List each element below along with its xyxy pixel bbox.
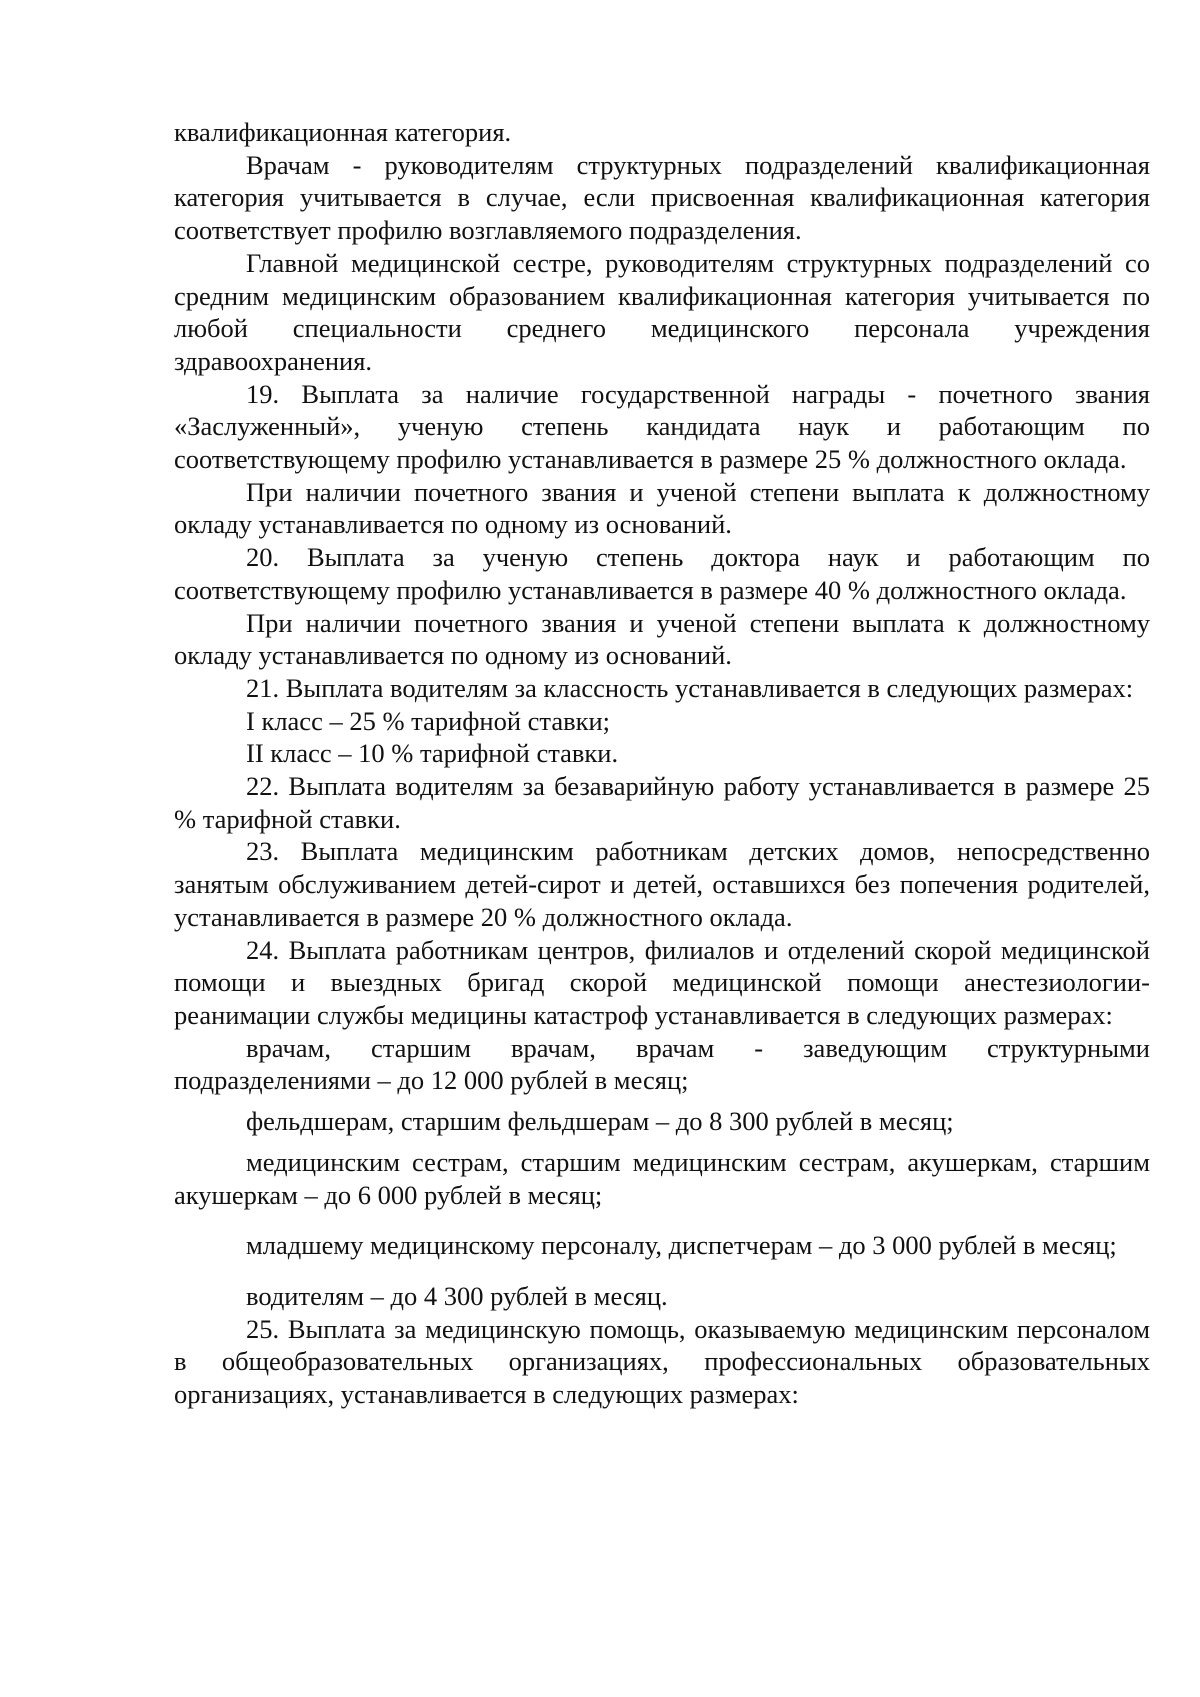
list-item-paramedics: фельдшерам, старшим фельдшерам – до 8 300 рублей в месяц; <box>246 1106 954 1137</box>
paragraph-item-20: 20. Выплата за ученую степень доктора наук и работающим по соответствующему профилю устанавливается в размере 40 % должностного оклада. <box>174 542 1150 605</box>
list-item-class-1: I класс – 25 % тарифной ставки; <box>246 705 611 736</box>
paragraph-item-19: 19. Выплата за наличие государственной награды - почетного звания «Заслуженный», ученую степень кандидата наук и работающим по соответствующему профилю устанавливается в размере 25 % должностного оклада. <box>174 378 1150 475</box>
paragraph-heads-of-units: Врачам - руководителям структурных подразделений квалификационная категория учитывается в случае, если присвоенная квалификационная категория соответствует профилю возглавляемого подразделения. <box>174 149 1150 246</box>
paragraph-item-22: 22. Выплата водителям за безаварийную работу устанавливается в размере 25 % тарифной ставки. <box>174 771 1150 834</box>
list-item-nurses: медицинским сестрам, старшим медицинским сестрам, акушеркам, старшим акушеркам – до 6 000 рублей в месяц; <box>174 1146 1150 1210</box>
paragraph-head-nurse: Главной медицинской сестре, руководителям структурных подразделений со средним медицинским образованием квалификационная категория учитывается по любой специальности среднего медицинского персонала учреждения здравоохранения. <box>174 247 1150 376</box>
paragraph-item-20-note: При наличии почетного звания и ученой степени выплата к должностному окладу устанавливается по одному из оснований. <box>174 607 1150 671</box>
list-item-drivers: водителям – до 4 300 рублей в месяц. <box>246 1280 668 1311</box>
paragraph-item-24: 24. Выплата работникам центров, филиалов и отделений скорой медицинской помощи и выездных бригад скорой медицинской помощи анестезиологии-реанимации службы медицины катастроф устанавливается в следующих размерах: <box>174 934 1150 1030</box>
list-item-junior-staff: младшему медицинскому персоналу, диспетчерам – до 3 000 рублей в месяц; <box>246 1230 1117 1261</box>
document-page <box>174 116 1150 1411</box>
paragraph-category-continuation: квалификационная категория. <box>174 117 512 147</box>
list-item-doctors: врачам, старшим врачам, врачам - заведующим структурными подразделениями – до 12 000 рублей в месяц; <box>174 1032 1150 1096</box>
list-item-class-2: II класс – 10 % тарифной ставки. <box>246 738 619 769</box>
paragraph-item-25: 25. Выплата за медицинскую помощь, оказываемую медицинским персоналом в общеобразовательных организациях, профессиональных образовательных организациях, устанавливается в следующих размерах: <box>174 1313 1150 1410</box>
paragraph-item-23: 23. Выплата медицинским работникам детских домов, непосредственно занятым обслуживанием детей-сирот и детей, оставшихся без попечения родителей, устанавливается в размере 20 % должностного оклада. <box>174 836 1150 932</box>
paragraph-item-21: 21. Выплата водителям за классность устанавливается в следующих размерах: <box>246 672 1134 703</box>
paragraph-item-19-note: При наличии почетного звания и ученой степени выплата к должностному окладу устанавливается по одному из оснований. <box>174 476 1150 540</box>
